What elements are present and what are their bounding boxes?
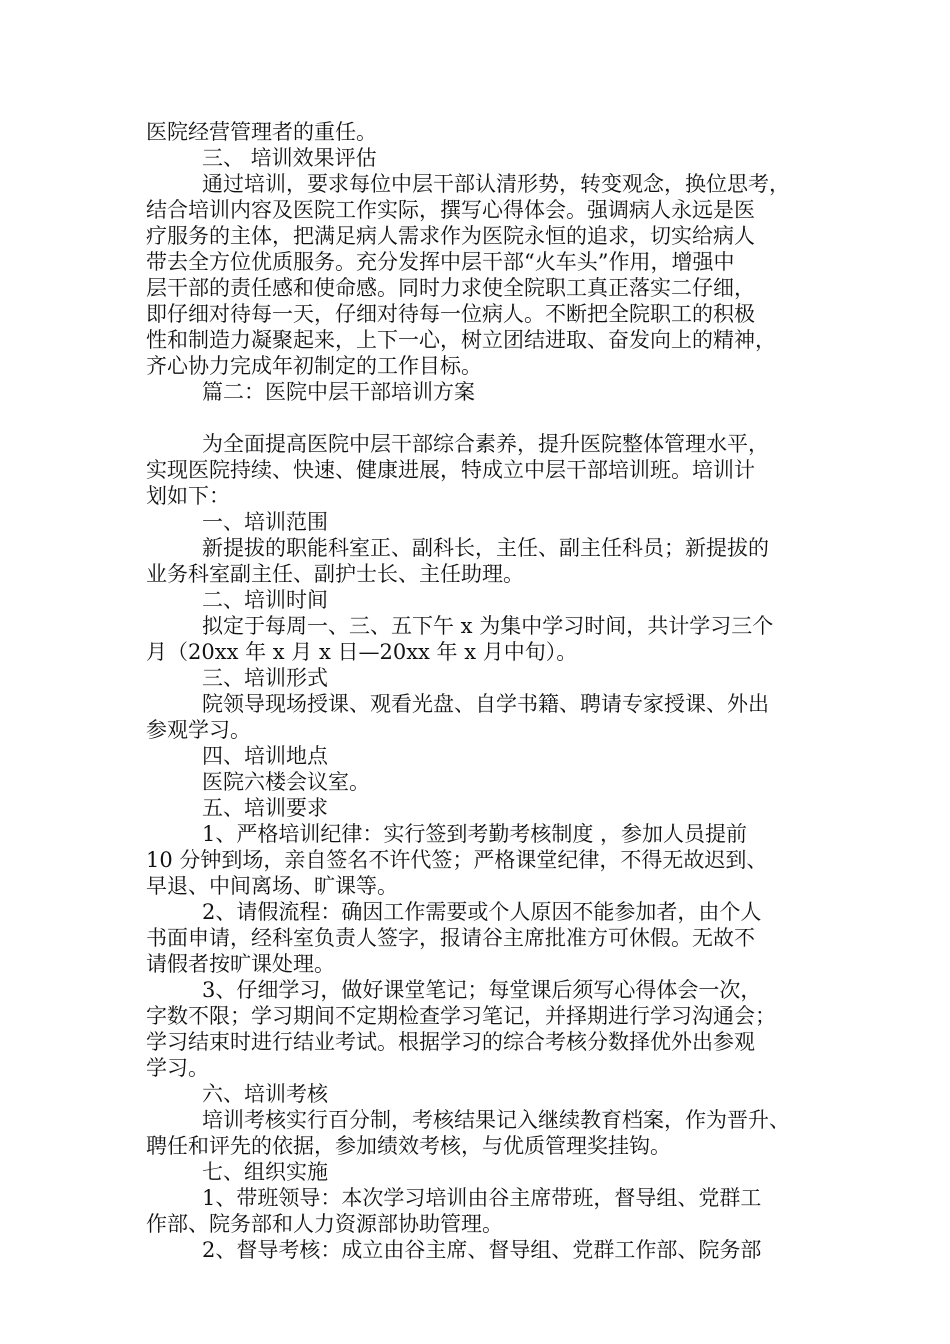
document-body [146, 119, 810, 1263]
text-line: 10 分钟到场，亲自签名不许代签；严格课堂纪律，不得无故迟到、 [146, 848, 768, 872]
text-line: 医院经营管理者的重任。 [146, 120, 377, 144]
text-line: 学习结束时进行结业考试。根据学习的综合考核分数择优外出参观 [146, 1030, 755, 1054]
text-line: 拟定于每周一、三、五下午 x 为集中学习时间，共计学习三个 [202, 614, 774, 638]
text-line: 三、培训形式 [202, 666, 328, 690]
text-line: 医院六楼会议室。 [202, 770, 370, 794]
text-line: 齐心协力完成年初制定的工作目标。 [146, 354, 482, 378]
text-line: 七、组织实施 [202, 1160, 328, 1184]
text-line: 请假者按旷课处理。 [146, 952, 335, 976]
text-line: 月（20xx 年 x 月 x 日—20xx 年 x 月中旬）。 [146, 640, 578, 664]
text-line: 为全面提高医院中层干部综合素养，提升医院整体管理水平， [202, 432, 769, 456]
text-line: 聘任和评先的依据，参加绩效考核，与优质管理奖挂钩。 [146, 1134, 671, 1158]
text-line: 1、严格培训纪律：实行签到考勤考核制度 ，参加人员提前 [202, 822, 748, 846]
text-line: 业务科室副主任、副护士长、主任助理。 [146, 562, 524, 586]
text-line: 参观学习。 [146, 718, 251, 742]
text-line: 新提拔的职能科室正、副科长，主任、副主任科员；新提拔的 [202, 536, 769, 560]
text-line: 四、培训地点 [202, 744, 328, 768]
text-line: 二、培训时间 [202, 588, 328, 612]
blank-line [146, 405, 810, 431]
text-line: 六、培训考核 [202, 1082, 328, 1106]
text-line: 带去全方位优质服务。充分发挥中层干部“火车头”作用，增强中 [146, 250, 735, 274]
text-line: 结合培训内容及医院工作实际，撰写心得体会。强调病人永远是医 [146, 198, 755, 222]
text-line: 实现医院持续、快速、健康进展，特成立中层干部培训班。培训计 [146, 458, 755, 482]
text-line: 早退、中间离场、旷课等。 [146, 874, 398, 898]
text-line: 划如下： [146, 484, 230, 508]
text-line: 篇二：医院中层干部培训方案 [202, 380, 475, 404]
text-line: 院领导现场授课、观看光盘、自学书籍、聘请专家授课、外出 [202, 692, 769, 716]
text-line: 三、 培训效果评估 [202, 146, 377, 170]
text-line: 性和制造力凝聚起来，上下一心，树立团结进取、奋发向上的精神， [146, 328, 776, 352]
text-line: 层干部的责任感和使命感。同时力求使全院职工真正落实二仔细， [146, 276, 755, 300]
text-line: 一、培训范围 [202, 510, 328, 534]
text-line: 2、督导考核：成立由谷主席、督导组、党群工作部、院务部 [202, 1238, 762, 1262]
text-line: 疗服务的主体，把满足病人需求作为医院永恒的追求，切实给病人 [146, 224, 755, 248]
text-line: 字数不限；学习期间不定期检查学习笔记，并择期进行学习沟通会； [146, 1004, 776, 1028]
text-line: 五、培训要求 [202, 796, 328, 820]
text-line: 作部、院务部和人力资源部协助管理。 [146, 1212, 503, 1236]
text-line: 3、仔细学习，做好课堂笔记；每堂课后须写心得体会一次， [202, 978, 762, 1002]
text-line: 即仔细对待每一天，仔细对待每一位病人。不断把全院职工的积极 [146, 302, 755, 326]
text-line: 通过培训，要求每位中层干部认清形势，转变观念，换位思考， [202, 172, 790, 196]
text-line: 书面申请，经科室负责人签字，报请谷主席批准方可休假。无故不 [146, 926, 755, 950]
text-line: 2、请假流程：确因工作需要或个人原因不能参加者，由个人 [202, 900, 762, 924]
text-line: 学习。 [146, 1056, 209, 1080]
text-line: 1、带班领导：本次学习培训由谷主席带班，督导组、党群工 [202, 1186, 762, 1210]
text-line: 培训考核实行百分制，考核结果记入继续教育档案，作为晋升、 [202, 1108, 790, 1132]
